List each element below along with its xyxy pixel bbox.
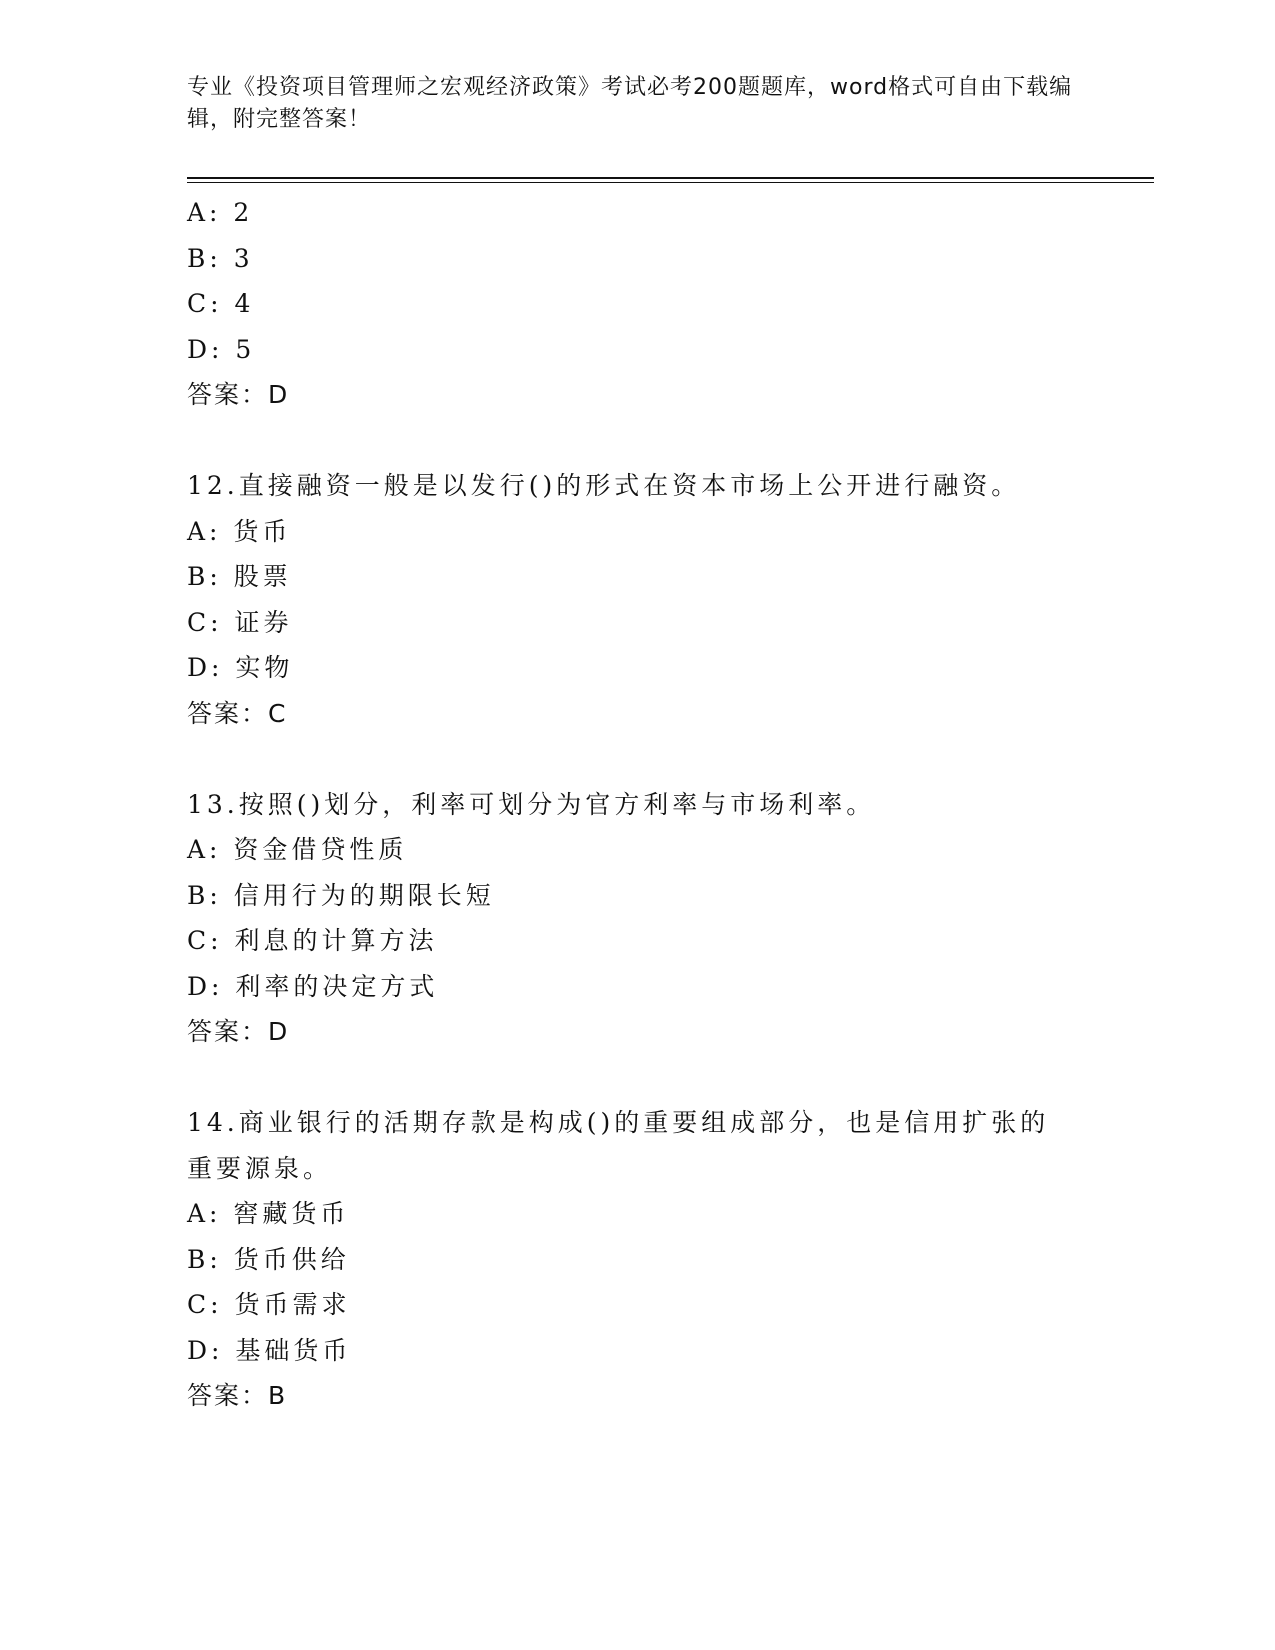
question-13 (187, 782, 1087, 1055)
question-list (187, 190, 1087, 1419)
option-a: A: 窖藏货币 (187, 1199, 350, 1228)
option-c: C: 利息的计算方法 (187, 926, 438, 955)
answer: 答案：C (187, 698, 288, 728)
question-11 (187, 190, 1087, 418)
page-header: 专业《投资项目管理师之宏观经济政策》考试必考200题题库，word格式可自由下载编辑，附完整答案！ (187, 75, 1073, 132)
option-b: B: 股票 (187, 562, 292, 591)
option-b: B: 信用行为的期限长短 (187, 880, 495, 910)
option-c: C: 4 (187, 289, 255, 318)
answer: 答案：D (187, 380, 290, 409)
option-b: B: 货币供给 (187, 1244, 350, 1274)
question-12 (187, 463, 1087, 736)
option-a: A: 货币 (187, 516, 292, 546)
header-divider-thin (187, 182, 1154, 183)
option-d: D: 5 (187, 334, 256, 364)
option-d: D: 基础货币 (187, 1335, 352, 1365)
answer: 答案：D (187, 1017, 290, 1046)
question-14 (187, 1100, 1087, 1419)
option-b: B: 3 (187, 243, 254, 273)
option-c: C: 货币需求 (187, 1290, 351, 1319)
question-stem: 13.按照()划分，利率可划分为官方利率与市场利率。 (187, 789, 876, 819)
question-stem: 12.直接融资一般是以发行()的形式在资本市场上公开进行融资。 (187, 471, 1021, 500)
option-d: D: 利率的决定方式 (187, 971, 439, 1001)
option-c: C: 证券 (187, 607, 293, 637)
option-a: A: 资金借贷性质 (187, 835, 408, 864)
answer: 答案：B (187, 1381, 288, 1410)
option-a: A: 2 (187, 198, 254, 227)
header-divider-thick (187, 177, 1154, 179)
question-stem: 14.商业银行的活期存款是构成()的重要组成部分，也是信用扩张的重要源泉。 (187, 1108, 1050, 1183)
option-d: D: 实物 (187, 653, 294, 682)
